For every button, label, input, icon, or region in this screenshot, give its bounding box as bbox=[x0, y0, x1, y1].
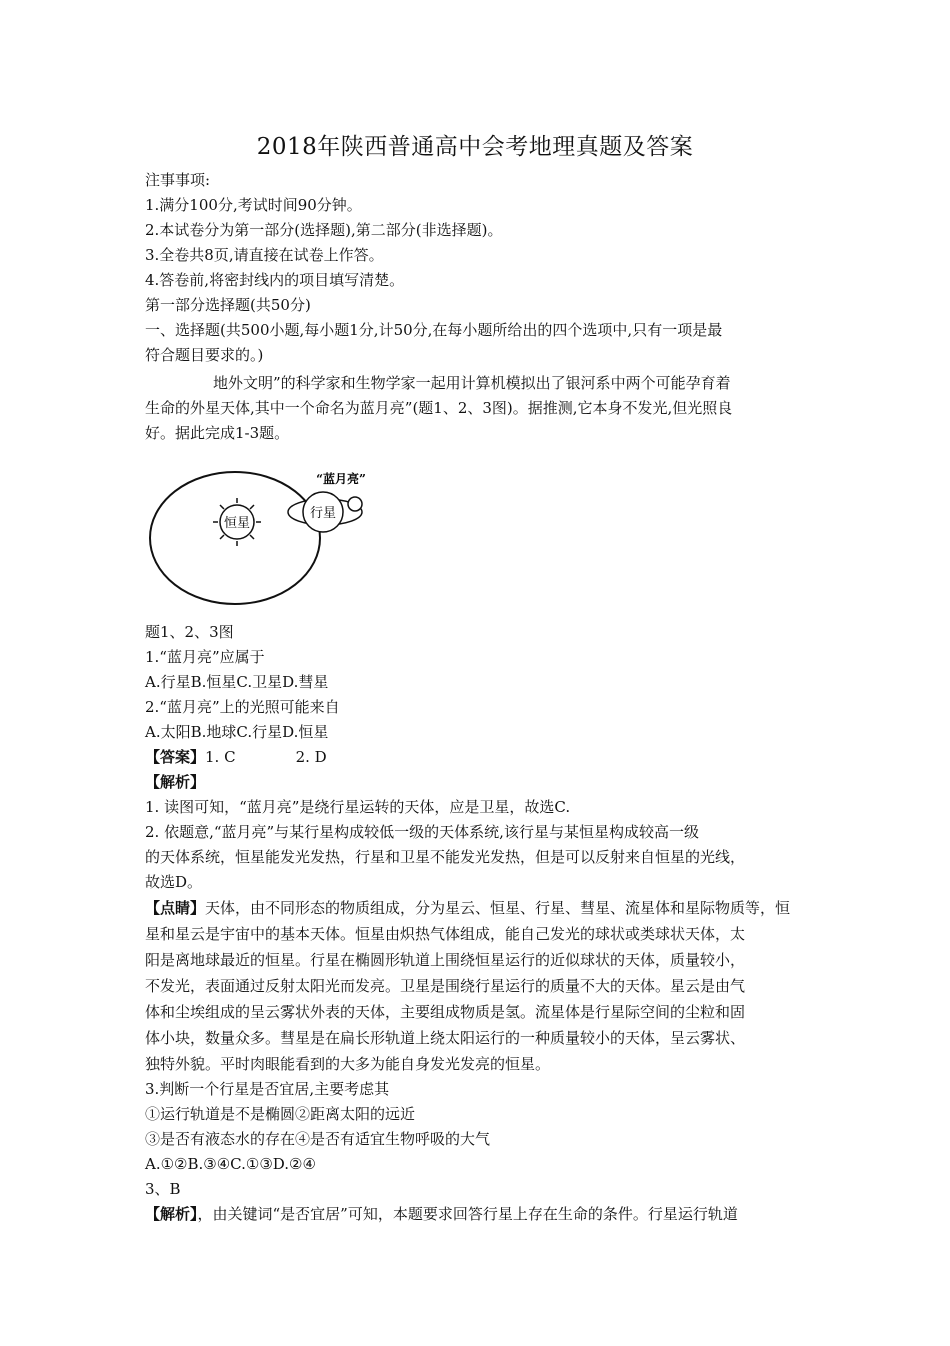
answer-3: 3、B bbox=[145, 1180, 181, 1198]
analysis-3-text: ，由关键词“是否宜居”可知，本题要求回答行星上存在生命的条件。行星运行轨道 bbox=[197, 1205, 738, 1223]
question-2: 2.“蓝月亮”上的光照可能来自 bbox=[145, 698, 340, 716]
question-1-options: A.行星B.恒星C.卫星D.彗星 bbox=[145, 673, 329, 691]
moon-circle bbox=[348, 497, 362, 511]
planet-label: 行星 bbox=[309, 506, 337, 521]
notice-item: 2.本试卷分为第一部分(选择题),第二部分(非选择题)。 bbox=[145, 221, 503, 239]
question-3: 3.判断一个行星是否宜居,主要考虑其 bbox=[145, 1080, 390, 1098]
passage-line: 好。据此完成1-3题。 bbox=[145, 424, 290, 442]
analysis-3-line bbox=[145, 1204, 815, 1224]
dianjing-text: 不发光，表面通过反射太阳光而发亮。卫星是围绕行星运行的质量不大的天体。星云是由气 bbox=[145, 977, 746, 995]
notice-item: 3.全卷共8页,请直接在试卷上作答。 bbox=[145, 246, 384, 264]
moon-label: “蓝月亮” bbox=[316, 472, 366, 486]
dianjing-text: 阳是离地球最近的恒星。行星在椭圆形轨道上围绕恒星运行的近似球状的天体，质量较小， bbox=[145, 951, 746, 969]
dianjing-text: 体和尘埃组成的呈云雾状外表的天体，主要组成物质是氢。流星体是行星际空间的尘粒和固 bbox=[145, 1003, 746, 1021]
notice-item: 1.满分100分,考试时间90分钟。 bbox=[145, 196, 362, 214]
passage-line: 地外文明”的科学家和生物学家一起用计算机模拟出了银河系中两个可能孕育着 bbox=[213, 374, 731, 392]
star-planet-moon-figure bbox=[145, 458, 385, 608]
orbit-diagram bbox=[145, 458, 385, 608]
dianjing-line bbox=[145, 898, 815, 918]
analysis-2-cont: 的天体系统，恒星能发光发热，行星和卫星不能发光发热，但是可以反射来自恒星的光线， bbox=[145, 848, 746, 866]
section1-instruction-cont: 符合题目要求的。) bbox=[145, 346, 264, 364]
figure-caption: 题1、2、3图 bbox=[145, 623, 234, 641]
dianjing-text: 星和星云是宇宙中的基本天体。恒星由炽热气体组成，能自己发光的球状或类球状天体，太 bbox=[145, 925, 746, 943]
dianjing-label: 【点睛】 bbox=[145, 899, 206, 917]
notice-heading: 注事事项: bbox=[145, 171, 211, 189]
planet-orbit bbox=[150, 472, 320, 604]
answer-1: 1. C bbox=[205, 748, 236, 766]
question-1: 1.“蓝月亮”应属于 bbox=[145, 648, 265, 666]
question-3-statements: ①运行轨道是不是椭圆②距离太阳的远近 bbox=[145, 1105, 416, 1123]
analysis-2-cont: 故选D。 bbox=[145, 873, 203, 891]
analysis-3-label: 【解析】 bbox=[145, 1205, 198, 1223]
answer-row bbox=[145, 747, 815, 767]
analysis-label: 【解析】 bbox=[145, 773, 206, 791]
dianjing-text: 天体，由不同形态的物质组成，分为星云、恒星、行星、彗星、流星体和星际物质等，恒 bbox=[205, 899, 791, 917]
document-title: 2018年陕西普通高中会考地理真题及答案 bbox=[256, 134, 694, 160]
passage-line: 生命的外星天体,其中一个命名为蓝月亮”(题1、2、3图)。据推测,它本身不发光,但光照良 bbox=[145, 399, 733, 417]
answer-2: 2. D bbox=[295, 748, 327, 766]
question-3-options: A.①②B.③④C.①③D.②④ bbox=[145, 1155, 316, 1173]
question-3-statements: ③是否有液态水的存在④是否有适宜生物呼吸的大气 bbox=[145, 1130, 491, 1148]
dianjing-text: 体小块，数量众多。彗星是在扁长形轨道上绕太阳运行的一种质量较小的天体，呈云雾状、 bbox=[145, 1029, 746, 1047]
section1-instruction: 一、选择题(共500小题,每小题1分,计50分,在每小题所给出的四个选项中,只有一项是最 bbox=[145, 321, 723, 339]
question-2-options: A.太阳B.地球C.行星D.恒星 bbox=[145, 723, 329, 741]
notice-item: 4.答卷前,将密封线内的项目填写清楚。 bbox=[145, 271, 405, 289]
answer-label: 【答案】 bbox=[145, 748, 206, 766]
star-label: 恒星 bbox=[223, 516, 251, 531]
dianjing-text: 独特外貌。平时肉眼能看到的大多为能自身发光发亮的恒星。 bbox=[145, 1055, 551, 1073]
analysis-1: 1. 读图可知，“蓝月亮”是绕行星运转的天体，应是卫星，故选C. bbox=[145, 798, 571, 816]
part1-heading: 第一部分选择题(共50分) bbox=[145, 296, 311, 314]
analysis-2: 2. 依题意,“蓝月亮”与某行星构成较低一级的天体系统,该行星与某恒星构成较高一级 bbox=[145, 823, 699, 841]
